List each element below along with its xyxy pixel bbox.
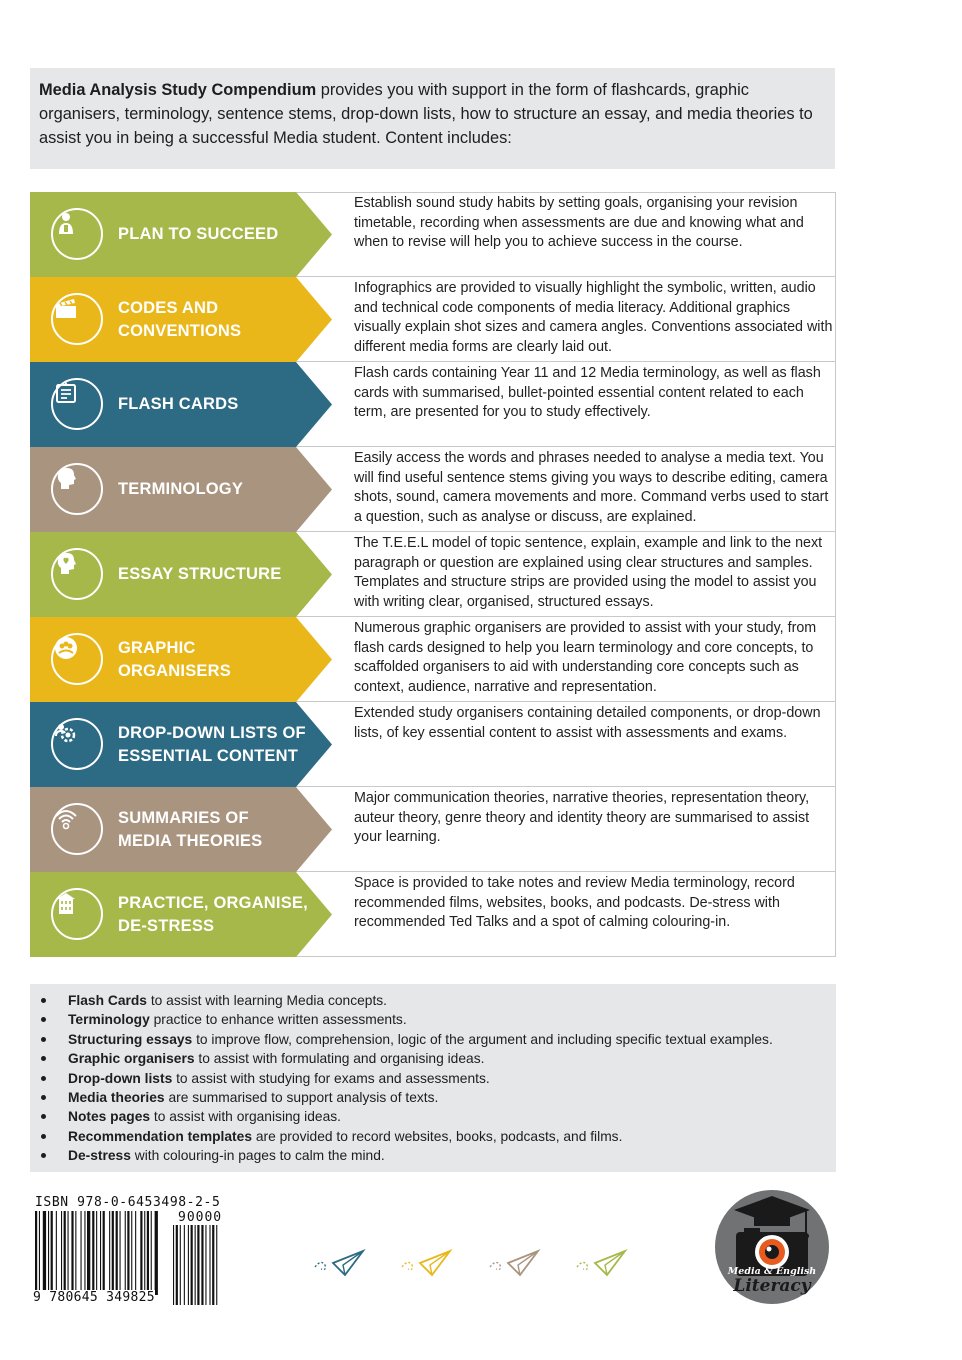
row-description: Major communication theories, narrative theories, representation theory, auteur theory, genre theory and identity theory are summarised to assist your learning.	[354, 790, 810, 845]
row-description: Space is provided to take notes and review Media terminology, record recommended films, websites, books, and podcasts. De-stress with recommended Ted Talks and a spot of calming colouring-in.	[354, 875, 795, 930]
person-pencil-icon	[53, 210, 79, 236]
paper-plane-icon	[400, 1245, 456, 1281]
row-description: The T.E.E.L model of topic sentence, explain, example and link to the next paragraph or question are explained using clear structures and samples. Templates and structure strips are provided using the model to assist you with writing clear, organised, structured essays.	[354, 535, 823, 610]
logo-line1: Media & English	[727, 1266, 817, 1277]
row-arrow-banner	[30, 447, 332, 532]
feature-row	[30, 617, 836, 702]
row-arrow-banner	[30, 192, 332, 277]
bullet-text: are provided to record websites, books, podcasts, and films.	[252, 1128, 623, 1144]
feature-row	[30, 702, 836, 787]
bullet-item	[40, 1146, 836, 1165]
clapperboard-icon	[53, 295, 79, 321]
bullet-bold: De-stress	[68, 1148, 131, 1164]
row-label: SUMMARIES OF MEDIA THEORIES	[118, 808, 263, 850]
barcode-addon: 90000	[178, 1210, 223, 1225]
bullet-text: are summarised to support analysis of texts.	[164, 1090, 439, 1106]
row-arrow-banner	[30, 277, 332, 362]
row-label: DROP-DOWN LISTS OF ESSENTIAL CONTENT	[118, 723, 306, 765]
row-arrow-banner	[30, 362, 332, 447]
feature-row	[30, 192, 836, 277]
feature-row	[30, 532, 836, 617]
bullet-item	[40, 1010, 836, 1029]
icon-circle	[51, 378, 103, 430]
bullet-bold: Structuring essays	[68, 1031, 193, 1047]
bullet-item	[40, 1030, 836, 1049]
paper-plane-icon	[488, 1245, 544, 1281]
paper-plane-icon	[575, 1245, 631, 1281]
content-rows	[30, 192, 836, 957]
paper-plane-icon	[313, 1245, 369, 1281]
intro-text: provides you with support in the form of flashcards, graphic organisers, terminology, sentence stems, drop-down lists, how to structure an essay, and media theories to assist you in being a successful Media student. Content includes:	[39, 81, 813, 147]
head-profile-icon	[53, 465, 79, 491]
row-label: TERMINOLOGY	[118, 480, 244, 498]
barcode-number: 9 780645 349825	[33, 1290, 155, 1305]
bullet-item	[40, 991, 836, 1010]
row-label: PRACTICE, ORGANISE, DE-STRESS	[118, 893, 308, 935]
bullet-item	[40, 1049, 836, 1068]
row-description: Establish sound study habits by setting goals, organising your revision timetable, recording when assessments are due and knowing what and when to revise will help you to achieve success in the course.	[354, 195, 804, 250]
row-description: Infographics are provided to visually highlight the symbolic, written, audio and technical code components of media literacy. Additional graphics visually explain shot sizes and camera angles. Conventions associated with different media forms are clearly laid out.	[354, 280, 833, 355]
head-heart-icon	[53, 550, 79, 576]
bullet-text: with colouring-in pages to calm the mind.	[130, 1148, 385, 1164]
intro-title: Media Analysis Study Compendium	[39, 81, 317, 99]
bullet-bold: Flash Cards	[68, 993, 147, 1008]
group-icon	[53, 635, 79, 661]
row-label: GRAPHIC ORGANISERS	[118, 638, 231, 680]
feature-row	[30, 362, 836, 447]
bullet-bold: Graphic organisers	[68, 1051, 195, 1067]
bullet-bold: Recommendation templates	[68, 1128, 253, 1144]
barcode	[33, 1195, 233, 1307]
row-description: Easily access the words and phrases needed to analyse a media text. You will find useful sentence stems giving you ways to describe editing, camera shots, sound, camera movements and more. Command verbs used to start a question, such as analyse or discuss, are explained.	[354, 450, 829, 525]
icon-circle	[51, 463, 103, 515]
flash-cards-icon	[53, 380, 79, 406]
feature-row	[30, 447, 836, 532]
icon-circle	[51, 548, 103, 600]
bullet-item	[40, 1127, 836, 1146]
icon-circle	[51, 888, 103, 940]
row-arrow-banner	[30, 617, 332, 702]
bullet-bold: Media theories	[68, 1090, 165, 1106]
bullet-list	[30, 984, 836, 1172]
row-arrow-banner	[30, 872, 332, 957]
icon-circle	[51, 293, 103, 345]
bullet-bold: Terminology	[68, 1012, 150, 1028]
icon-circle	[51, 718, 103, 770]
row-label: PLAN TO SUCCEED	[118, 225, 279, 243]
icon-circle	[51, 633, 103, 685]
row-arrow-banner	[30, 532, 332, 617]
bullet-bold: Notes pages	[68, 1109, 151, 1125]
row-label: ESSAY STRUCTURE	[118, 565, 282, 583]
feature-row	[30, 277, 836, 362]
bullet-item	[40, 1069, 836, 1088]
bullet-bold: Drop-down lists	[68, 1070, 173, 1086]
row-arrow-banner	[30, 787, 332, 872]
row-label: CODES AND CONVENTIONS	[118, 298, 242, 340]
row-label: FLASH CARDS	[118, 395, 239, 413]
icon-circle	[51, 208, 103, 260]
row-description: Numerous graphic organisers are provided to assist with your study, from flash cards designed to help you learn terminology and core concepts, to scaffolded organisers to aid with understanding core concepts such as context, audience, narrative and representation.	[354, 620, 817, 695]
logo-line2: Literacy	[733, 1276, 811, 1296]
bullet-text: to assist with formulating and organising ideas.	[194, 1051, 485, 1067]
bullet-item	[40, 1107, 836, 1126]
publisher-logo	[714, 1188, 830, 1306]
bullet-text: to improve flow, comprehension, logic of the argument and including specific textual examples.	[192, 1031, 773, 1047]
feature-row	[30, 872, 836, 957]
bullet-text: to assist with learning Media concepts.	[146, 993, 388, 1008]
icon-circle	[51, 803, 103, 855]
gear-person-icon	[53, 720, 79, 746]
intro-box	[30, 68, 835, 169]
row-arrow-banner	[30, 702, 332, 787]
broadcast-icon	[53, 805, 79, 831]
feature-row	[30, 787, 836, 872]
isbn-text: ISBN 978-0-6453498-2-5	[35, 1195, 221, 1210]
bullet-text: to assist with studying for exams and assessments.	[172, 1070, 490, 1086]
bullet-text: practice to enhance written assessments.	[149, 1012, 407, 1028]
building-icon	[53, 890, 79, 916]
row-description: Flash cards containing Year 11 and 12 Media terminology, as well as flash cards with summarised, bullet-pointed essential content related to each term, are presented for you to study effectively.	[354, 365, 821, 420]
bullet-item	[40, 1088, 836, 1107]
row-description: Extended study organisers containing detailed components, or drop-down lists, of key essential content to assist with assessments and exams.	[354, 705, 821, 741]
bullet-text: to assist with organising ideas.	[150, 1109, 342, 1125]
